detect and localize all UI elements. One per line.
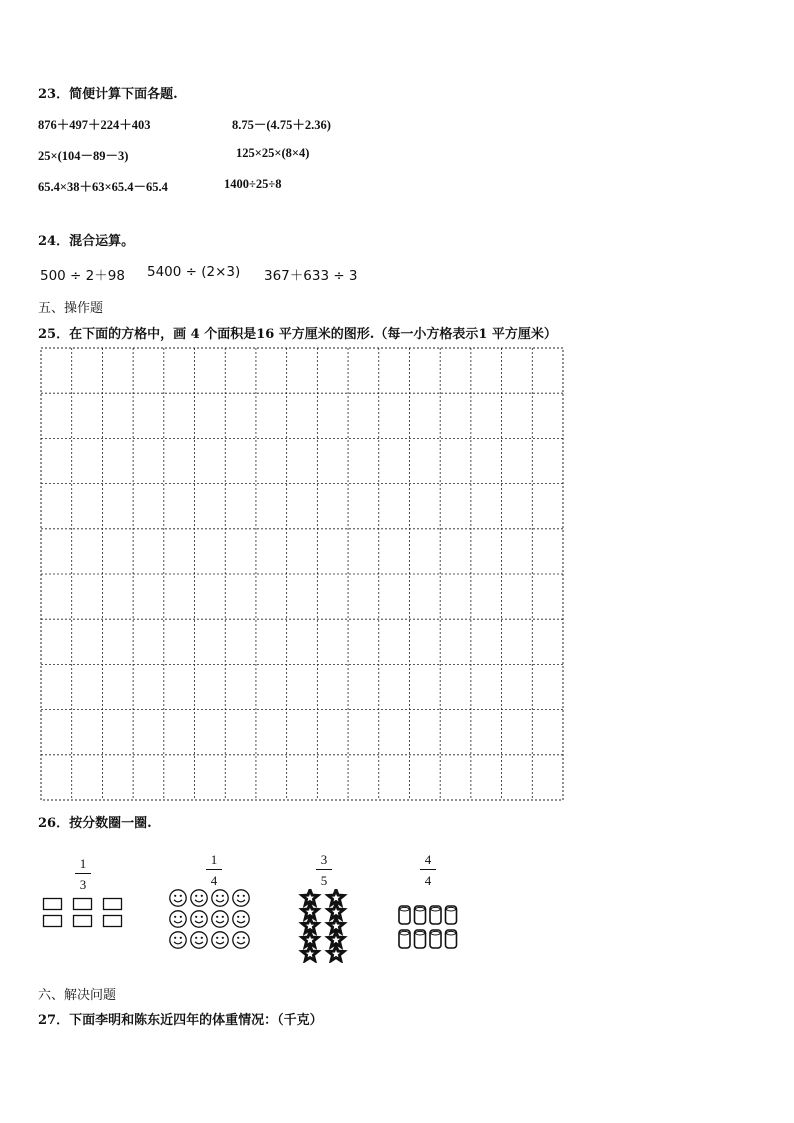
rectangle-icon — [44, 899, 62, 910]
smiley-group — [168, 888, 254, 950]
star-group — [296, 889, 352, 963]
rectangle-icon — [104, 916, 122, 927]
q26-title: 26．按分数圈一圈. — [38, 816, 152, 831]
smiley-icon — [191, 932, 207, 948]
fraction-denominator: 5 — [320, 873, 328, 888]
cylinder-icon — [399, 930, 410, 948]
section-5-title: 五、操作题 — [38, 301, 104, 316]
cylinder-icon — [415, 930, 426, 948]
q23-expr-3: 25×(104－89－3) — [38, 149, 129, 163]
q23-title: 23．简便计算下面各题. — [38, 87, 178, 102]
q24-expr-3: 367＋633 ÷ 3 — [264, 268, 358, 284]
q23-expr-6: 1400÷25÷8 — [224, 177, 282, 191]
smiley-icon — [191, 890, 207, 906]
q25-title: 25．在下面的方格中，画 4 个面积是16 平方厘米的图形.（每一小方格表示1 平方厘米） — [38, 327, 557, 342]
smiley-icon — [170, 932, 186, 948]
fraction-denominator: 3 — [79, 877, 87, 892]
cylinder-icon — [430, 930, 441, 948]
fraction-3-5 — [316, 853, 332, 887]
smiley-icon — [170, 890, 186, 906]
cylinder-icon — [446, 906, 457, 924]
fraction-1-3 — [75, 857, 91, 891]
fraction-numerator: 3 — [320, 852, 328, 867]
q23-expr-4: 125×25×(8×4) — [236, 146, 310, 160]
fraction-4-4 — [420, 853, 436, 887]
fraction-numerator: 1 — [210, 852, 218, 867]
smiley-icon — [212, 932, 228, 948]
q27-title: 27．下面李明和陈东近四年的体重情况：（千克） — [38, 1013, 323, 1028]
rectangle-icon — [104, 899, 122, 910]
cylinder-icon — [446, 930, 457, 948]
square-grid[interactable] — [39, 346, 565, 802]
cylinder-group — [396, 904, 462, 952]
smiley-icon — [212, 890, 228, 906]
rectangle-icon — [44, 916, 62, 927]
fraction-numerator: 1 — [79, 856, 87, 871]
fraction-denominator: 4 — [210, 873, 218, 888]
q23-expr-2: 8.75－(4.75＋2.36) — [232, 118, 331, 132]
q23-expr-5: 65.4×38＋63×65.4－65.4 — [38, 180, 168, 194]
smiley-icon — [191, 911, 207, 927]
q24-expr-1: 500 ÷ 2＋98 — [40, 268, 125, 284]
fraction-denominator: 4 — [424, 873, 432, 888]
fraction-1-4 — [206, 853, 222, 887]
smiley-icon — [233, 890, 249, 906]
smiley-icon — [233, 911, 249, 927]
smiley-icon — [212, 911, 228, 927]
rectangle-icon — [74, 899, 92, 910]
rectangle-group — [42, 897, 126, 929]
q24-title: 24．混合运算。 — [38, 234, 135, 249]
fraction-numerator: 4 — [424, 852, 432, 867]
cylinder-icon — [430, 906, 441, 924]
smiley-icon — [233, 932, 249, 948]
smiley-icon — [170, 911, 186, 927]
q24-expr-2: 5400 ÷ (2×3) — [147, 264, 241, 280]
q23-expr-1: 876＋497＋224＋403 — [38, 118, 151, 132]
cylinder-icon — [415, 906, 426, 924]
cylinder-icon — [399, 906, 410, 924]
section-6-title: 六、解决问题 — [38, 988, 117, 1003]
rectangle-icon — [74, 916, 92, 927]
